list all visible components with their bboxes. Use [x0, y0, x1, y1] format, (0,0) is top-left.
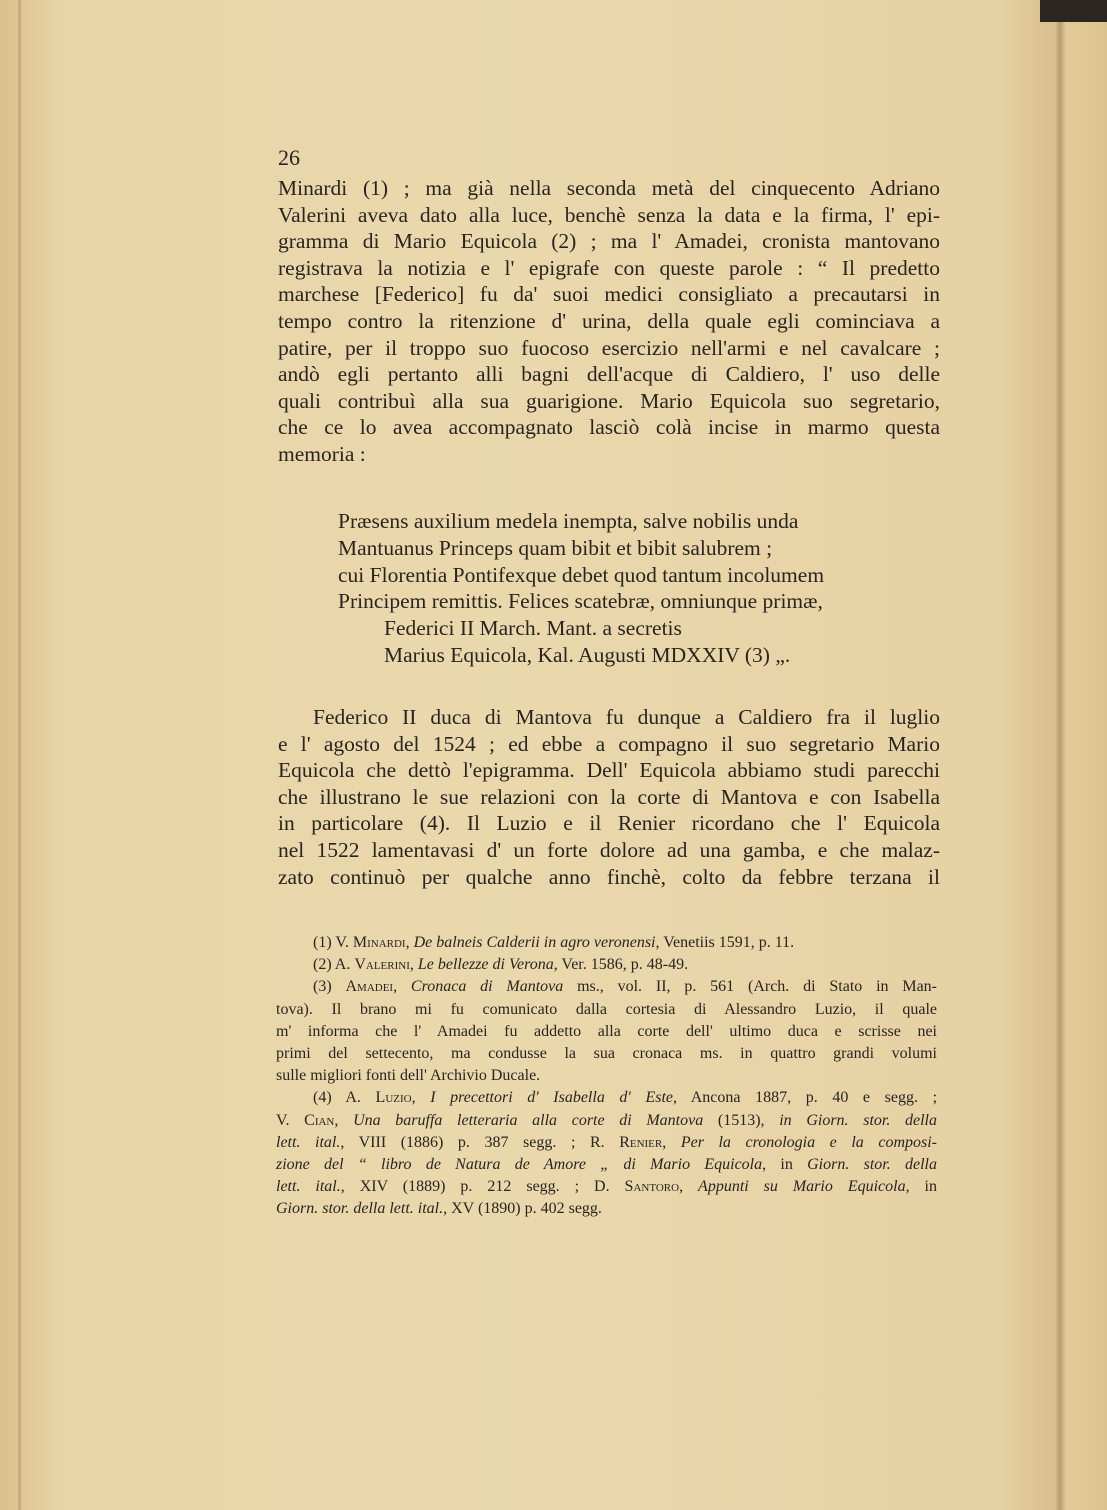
footnote-segment: , — [411, 1089, 431, 1107]
footnote-segment: Luzio — [375, 1089, 412, 1107]
text-line: quali contribuì alla sua guarigione. Mario Equicola suo segretario, — [278, 388, 940, 413]
footnote-segment: in Giorn. stor. della — [779, 1111, 937, 1129]
footnote-line — [276, 954, 937, 976]
text-line: andò egli pertanto alli bagni dell'acque di Caldiero, l' uso delle — [278, 362, 940, 387]
poem-line: Mantuanus Princeps quam bibit et bibit salubrem ; — [338, 535, 773, 560]
text-line: che illustrano le sue relazioni con la corte di Mantova e con Isabella — [278, 784, 940, 809]
footnote-segment: Appunti su Mario Equicola — [698, 1178, 906, 1196]
text-line: Minardi (1) ; ma già nella seconda metà del cinquecento Adriano — [278, 176, 940, 200]
text-line: che ce lo avea accompagnato lasciò colà incise in marmo questa — [278, 415, 940, 440]
footnote-segment: , Ancona 1887, p. 40 e segg. ; — [673, 1089, 938, 1107]
text-line: zato continuò per qualche anno finchè, colto da febbre terzana il — [278, 864, 940, 889]
footnote-line — [276, 1198, 937, 1220]
footnote-segment: , — [405, 934, 414, 951]
poem-line: cui Florentia Pontifexque debet quod tantum incolumem — [338, 562, 825, 587]
footnote-segment: De balneis Calderii in agro veronensi — [413, 934, 656, 951]
page-number: 26 — [278, 145, 300, 170]
footnote-segment: Minardi — [352, 934, 406, 951]
footnote-line — [276, 1176, 937, 1198]
footnote-segment: Giorn. stor. della — [807, 1155, 938, 1173]
footnote-line — [276, 1043, 937, 1065]
footnote-segment: , XV (1890) p. 402 segg. — [443, 1200, 602, 1218]
footnote-segment: Per la cronologia e la composi- — [680, 1133, 937, 1151]
footnote-segment: (4) A. — [313, 1089, 376, 1107]
footnote-line — [276, 1110, 937, 1132]
text-line: Valerini aveva dato alla luce, benchè senza la data e la firma, l' epi- — [278, 202, 940, 227]
text-line: Equicola che dettò l'epigramma. Dell' Equicola abbiamo studi parecchi — [278, 758, 940, 783]
paragraph-1 — [278, 175, 940, 468]
text-line: tempo contro la ritenzione d' urina, della quale egli cominciava a — [278, 308, 940, 333]
footnote-line — [276, 1087, 937, 1109]
footnote-segment: (1) V. — [313, 934, 353, 951]
paragraph-2 — [278, 704, 940, 890]
page-fold-line — [18, 0, 21, 1510]
footnote-segment: sulle migliori fonti dell' Archivio Ducale. — [276, 1067, 541, 1085]
footnote-segment: Giorn. stor. della lett. ital. — [276, 1200, 444, 1218]
footnote-segment: lett. ital. — [276, 1133, 341, 1151]
footnote-segment: (2) A. — [313, 956, 355, 974]
footnote-segment: Santoro — [624, 1178, 680, 1196]
footnote-segment: Cian — [304, 1111, 335, 1129]
footnote-segment: zione del “ libro de Natura de Amore „ di Mario Equicola — [276, 1155, 763, 1173]
footnote-segment: ms., vol. II, p. 561 (Arch. di Stato in Man- — [563, 978, 938, 996]
footnote-segment: tova). Il brano mi fu comunicato dalla cortesia di Alessandro Luzio, il quale — [276, 1000, 937, 1018]
footnote-segment: Una baruffa letteraria alla corte di Mantova — [353, 1111, 704, 1129]
text-line: nel 1522 lamentavasi d' un forte dolore ad una gamba, e che malaz- — [278, 837, 940, 862]
text-line: marchese [Federico] fu da' suoi medici consigliato a precautarsi in — [278, 282, 940, 307]
footnotes — [276, 932, 937, 1220]
footnote-segment: primi del settecento, ma condusse la sua cronaca ms. in quattro grandi volumi — [276, 1044, 937, 1062]
text-line: gramma di Mario Equicola (2) ; ma l' Amadei, cronista mantovano — [278, 229, 940, 254]
text-line: e l' agosto del 1524 ; ed ebbe a compagno il suo segretario Mario — [278, 731, 940, 756]
footnote-segment: Amadei — [345, 978, 394, 996]
footnote-segment: , Venetiis 1591, p. 11. — [655, 934, 795, 951]
footnote-segment: V. — [276, 1111, 305, 1129]
text-line: in particolare (4). Il Luzio e il Renier ricordano che l' Equicola — [278, 811, 940, 836]
poem-line: Federici II March. Mant. a secretis — [384, 616, 682, 641]
poem-line: Præsens auxilium medela inempta, salve nobilis unda — [338, 509, 799, 533]
footnote-line — [276, 1021, 937, 1043]
text-line: patire, per il troppo suo fuocoso esercizio nell'armi e nel cavalcare ; — [278, 335, 940, 360]
footnote-segment: Valerini — [354, 956, 410, 974]
footnote-segment: , XIV (1889) p. 212 segg. ; D. — [340, 1178, 625, 1196]
footnote-segment: I precettori d' Isabella d' Este — [430, 1089, 674, 1107]
footnote-segment: lett. ital. — [276, 1178, 341, 1196]
footnote-segment: Renier — [619, 1133, 663, 1151]
footnote-line — [276, 932, 937, 954]
footnote-segment: , Ver. 1586, p. 48-49. — [553, 956, 689, 974]
footnote-segment: Le bellezze di Verona — [417, 956, 554, 974]
footnote-segment: , — [679, 1178, 699, 1196]
poem-line: Marius Equicola, Kal. Augusti MDXXIV (3) „. — [384, 642, 791, 667]
footnote-segment: , — [409, 956, 418, 974]
footnote-segment: (3) — [313, 978, 346, 996]
footnote-line — [276, 1154, 937, 1176]
footnote-line — [276, 1065, 937, 1087]
footnote-line — [276, 976, 937, 998]
text-line: Federico II duca di Mantova fu dunque a Caldiero fra il luglio — [313, 705, 940, 729]
footnote-segment: , VIII (1886) p. 387 segg. ; R. — [340, 1133, 620, 1151]
text-line: registrava la notizia e l' epigrafe con queste parole : “ Il predetto — [278, 255, 940, 280]
footnote-segment: m' informa che l' Amadei fu addetto alla corte dell' ultimo duca e scrisse nei — [276, 1022, 937, 1040]
footnote-segment: , in — [762, 1155, 808, 1173]
footnote-segment: , in — [905, 1178, 937, 1196]
footnote-segment: , — [393, 978, 411, 996]
scan-edge-dark-corner — [1040, 0, 1107, 22]
footnote-segment: , — [662, 1133, 681, 1151]
footnote-line — [276, 1132, 937, 1154]
footnote-line — [276, 999, 937, 1021]
footnote-segment: , — [334, 1111, 354, 1129]
text-line: memoria : — [278, 441, 366, 466]
footnote-segment: (1513), — [703, 1111, 780, 1129]
epigraph-poem — [338, 508, 824, 669]
footnote-segment: Cronaca di Mantova — [410, 978, 564, 996]
poem-line: Principem remittis. Felices scatebræ, omniunque primæ, — [338, 589, 823, 614]
